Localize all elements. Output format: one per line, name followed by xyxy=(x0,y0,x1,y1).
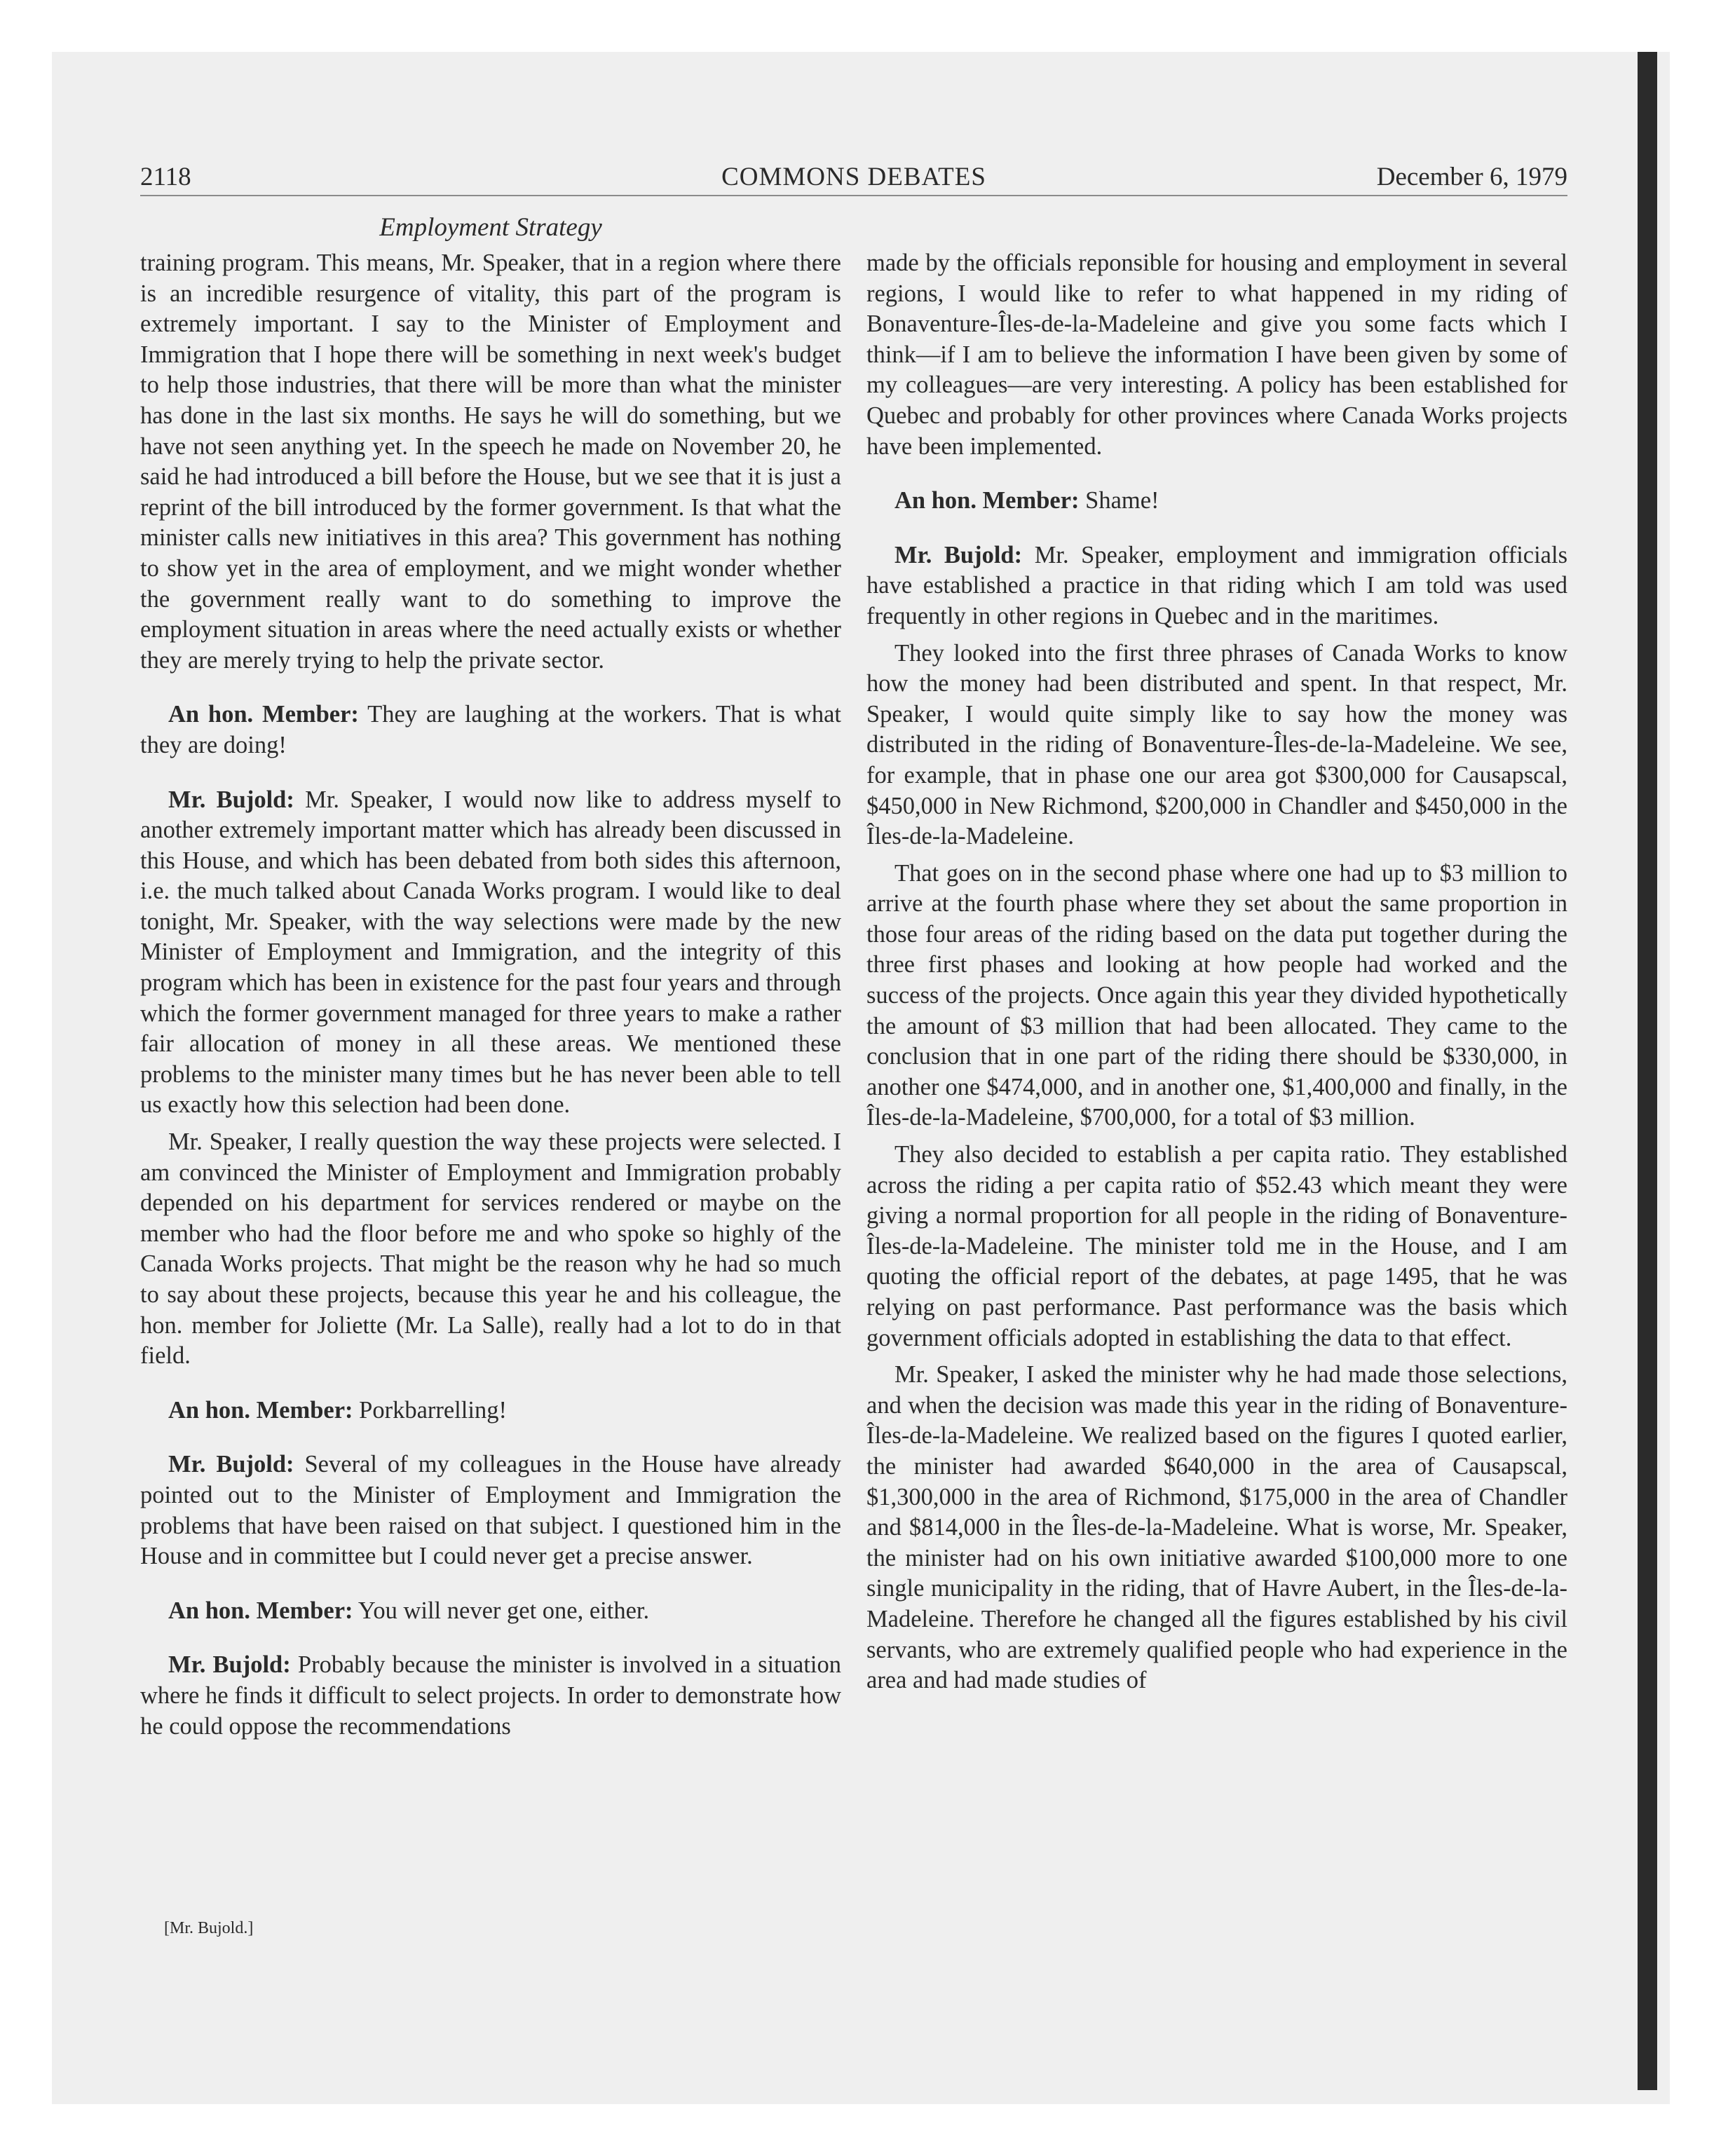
speaker-label: Mr. Bujold: xyxy=(894,541,1023,568)
publication-title: COMMONS DEBATES xyxy=(721,163,986,191)
speaker-label: An hon. Member: xyxy=(168,1597,353,1624)
right-column xyxy=(866,248,1567,1696)
page-header xyxy=(140,160,1567,195)
speaker-label: Mr. Bujold: xyxy=(168,1451,294,1478)
paragraph: An hon. Member: You will never get one, either. xyxy=(168,1597,650,1624)
section-heading: Employment Strategy xyxy=(379,213,602,242)
paragraph: That goes on in the second phase where one had up to $3 million to arrive at the fourth phase where they set about the same proportion in those four areas of the riding based on the data put together during the three first phases and looking at how people had worked and the success of the projects. Once again this year they divided hypothetically the amount of $3 million that had been allocated. They came to the conclusion that in one part of the riding there should be $330,000, in another one $474,000, and in another one, $1,400,000 and finally, in the Îles-de-la-Madeleine, $700,000, for a total of $3 million. xyxy=(866,859,1567,1131)
paragraph: Mr. Bujold: Mr. Speaker, employment and immigration officials have established a practice in that riding which I am told was used frequently in other regions in Quebec and in the maritimes. xyxy=(866,541,1568,629)
paragraph: training program. This means, Mr. Speaker, that in a region where there is an incredible resurgence of vitality, this part of the program is extremely important. I say to the Minister of Employment and Immigration that I hope there will be something in next week's budget to help those industries, that there will be more than what the minister has done in the last six months. He says he will do something, but we have not seen anything yet. In the speech he made on November 20, he said he had introduced a bill before the House, but we see that it is just a reprint of the bill introduced by the former government. Is that what the minister calls new initiatives in this area? This government has nothing to show yet in the area of employment, and we might wonder whether the government really want to do something to improve the employment situation in areas where the need actually exists or whether they are merely trying to help the private sector. xyxy=(140,250,841,674)
paragraph: Mr. Speaker, I really question the way these projects were selected. I am convinced the Minister of Employment and Immigration probably depended on his department for services rendered or maybe on the member who had the floor before me and who spoke so highly of the Canada Works projects. That might be the reason why he had so much to say about these projects, because this year he and his colleague, the hon. member for Joliette (Mr. La Salle), really had a lot to do in that field. xyxy=(140,1128,841,1370)
paragraph: An hon. Member: Porkbarrelling! xyxy=(168,1396,507,1424)
speaker-footer-tag: [Mr. Bujold.] xyxy=(164,1919,254,1937)
speaker-label: An hon. Member: xyxy=(894,487,1080,514)
left-column xyxy=(140,248,841,1742)
header-rule xyxy=(140,195,1567,196)
paragraph: An hon. Member: They are laughing at the workers. That is what they are doing! xyxy=(140,701,841,758)
speaker-label: Mr. Bujold: xyxy=(168,786,294,813)
paragraph: An hon. Member: Shame! xyxy=(894,487,1159,514)
speaker-label: An hon. Member: xyxy=(168,1396,353,1424)
paragraph: Mr. Bujold: Several of my colleagues in the House have already pointed out to the Minister of Employment and Immigration the problems that have been raised on that subject. I questioned him in the House and in committee but I could never get a precise answer. xyxy=(140,1451,841,1570)
debate-date: December 6, 1979 xyxy=(1376,163,1567,191)
paragraph: Mr. Speaker, I asked the minister why he had made those selections, and when the decision was made this year in the riding of Bonaventure-Îles-de-la-Madeleine. We realized based on the figures I quoted earlier, the minister had awarded $640,000 in the area of Causapscal, $1,300,000 in the area of Richmond, $175,000 in the area of Chandler and $814,000 in the Îles-de-la-Madeleine. What is worse, Mr. Speaker, the minister had on his own initiative awarded $100,000 more to one single municipality in the riding, that of Havre Aubert, in the Îles-de-la-Madeleine. Therefore he changed all the figures established by his civil servants, who are extremely qualified people who had experience in the area and had made studies of xyxy=(866,1361,1567,1694)
speaker-label: Mr. Bujold: xyxy=(168,1651,291,1679)
paragraph: Mr. Bujold: Mr. Speaker, I would now like to address myself to another extremely important matter which has already been discussed in this House, and which has been debated from both sides this afternoon, i.e. the much talked about Canada Works program. I would like to deal tonight, Mr. Speaker, with the way selections were made by the new Minister of Employment and Immigration, and the integrity of this program which has been in existence for the past four years and through which the former government managed for three years to make a rather fair allocation of money in all these areas. We mentioned these problems to the minister many times but he has never been able to tell us exactly how this selection had been done. xyxy=(140,786,842,1119)
page-number: 2118 xyxy=(140,163,191,191)
paragraph: Mr. Bujold: Probably because the minister is involved in a situation where he finds it difficult to select projects. In order to demonstrate how he could oppose the recommendations xyxy=(140,1651,841,1740)
paragraph: They looked into the first three phrases of Canada Works to know how the money had been distributed and spent. In that respect, Mr. Speaker, I would quite simply like to say how the money was distributed in the riding of Bonaventure-Îles-de-la-Madeleine. We see, for example, that in phase one our area got $300,000 for Causapscal, $450,000 in New Richmond, $200,000 in Chandler and $450,000 in the Îles-de-la-Madeleine. xyxy=(866,639,1567,850)
speaker-label: An hon. Member: xyxy=(168,701,359,728)
paragraph: They also decided to establish a per capita ratio. They established across the riding a per capita ratio of $52.43 which meant they were giving a normal proportion for all people in the riding of Bonaventure-Îles-de-la-Madeleine. The minister told me in the House, and I am quoting the official report of the debates, at page 1495, that he was relying on past performance. Past performance was the basis which government officials adopted in establishing the data to that effect. xyxy=(866,1141,1567,1351)
scan-edge-bar xyxy=(1638,52,1657,2090)
paragraph: made by the officials reponsible for housing and employment in several regions, I would like to refer to what happened in my riding of Bonaventure-Îles-de-la-Madeleine and give you some facts which I think—if I am to believe the information I have been given by some of my colleagues—are very interesting. A policy has been established for Quebec and probably for other provinces where Canada Works projects have been implemented. xyxy=(866,250,1567,460)
